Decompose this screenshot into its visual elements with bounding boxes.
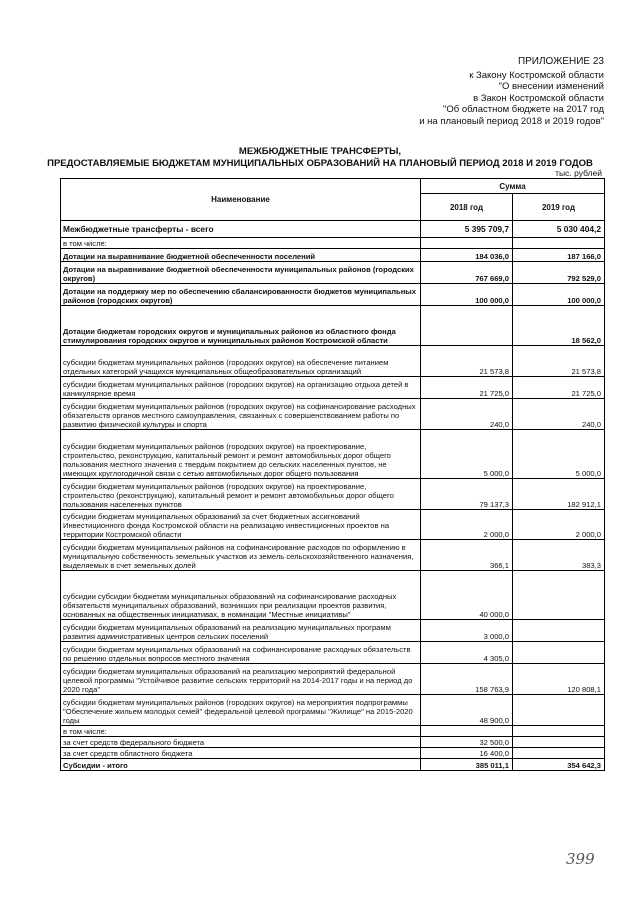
row-value-2019: 21 573,8 bbox=[513, 346, 605, 377]
table-row bbox=[61, 726, 605, 737]
row-value-2018: 4 305,0 bbox=[421, 642, 513, 664]
row-name: за счет средств областного бюджета bbox=[61, 748, 421, 759]
row-value-2018: 184 036,0 bbox=[421, 249, 513, 262]
row-value-2019: 120 808,1 bbox=[513, 664, 605, 695]
row-value-2018: 3 000,0 bbox=[421, 620, 513, 642]
row-value-2019 bbox=[513, 642, 605, 664]
row-value-2019 bbox=[513, 748, 605, 759]
table-row bbox=[61, 620, 605, 642]
table-row bbox=[61, 262, 605, 284]
row-value-2018: 40 000,0 bbox=[421, 571, 513, 620]
row-name: субсидии бюджетам муниципальных образований за счет бюджетных ассигнований Инвестиционного фонда Костромской области на реализацию инвестиционных проектов на территории Костромской области bbox=[61, 510, 421, 540]
row-value-2019: 21 725,0 bbox=[513, 377, 605, 399]
row-value-2018: 385 011,1 bbox=[421, 759, 513, 771]
row-name: субсидии бюджетам муниципальных образований на софинансирование расходных обязательств по решению отдельных вопросов местного значения bbox=[61, 642, 421, 664]
row-value-2018 bbox=[421, 306, 513, 346]
row-name: Дотации на поддержку мер по обеспечению сбалансированности бюджетов муниципальных районов (городских округов) bbox=[61, 284, 421, 306]
row-value-2019: 187 166,0 bbox=[513, 249, 605, 262]
title-line-1: МЕЖБЮДЖЕТНЫЕ ТРАНСФЕРТЫ, bbox=[238, 146, 402, 157]
row-name: субсидии бюджетам муниципальных образований на реализацию мероприятий федеральной целевой программы "Устойчивое развитие сельских территорий на 2014-2017 годы и на период до 2020 года" bbox=[61, 664, 421, 695]
row-value-2019 bbox=[513, 726, 605, 737]
row-value-2018: 21 725,0 bbox=[421, 377, 513, 399]
row-name: Межбюджетные трансферты - всего bbox=[61, 221, 421, 238]
table-row bbox=[61, 221, 605, 238]
appendix-number: ПРИЛОЖЕНИЕ 23 bbox=[517, 56, 604, 67]
row-value-2019 bbox=[513, 620, 605, 642]
transfers-table bbox=[60, 178, 605, 771]
row-name: субсидии бюджетам муниципальных районов (городских округов) на софинансирование расходных обязательств органов местного самоуправления, связанных с совершенствованием работы по развитию физической культуры и спорта bbox=[61, 399, 421, 430]
row-value-2019: 182 912,1 bbox=[513, 479, 605, 510]
row-value-2019: 18 562,0 bbox=[513, 306, 605, 346]
row-name: Дотации на выравнивание бюджетной обеспеченности муниципальных районов (городских округов) bbox=[61, 262, 421, 284]
row-value-2018: 100 000,0 bbox=[421, 284, 513, 306]
table-row bbox=[61, 748, 605, 759]
title-line-2: ПРЕДОСТАВЛЯЕМЫЕ БЮДЖЕТАМ МУНИЦИПАЛЬНЫХ ОБРАЗОВАНИЙ НА ПЛАНОВЫЙ ПЕРИОД 2018 И 2019 ГОДОВ bbox=[47, 158, 593, 169]
row-value-2019: 383,3 bbox=[513, 540, 605, 571]
row-value-2019: 354 642,3 bbox=[513, 759, 605, 771]
row-value-2018: 48 900,0 bbox=[421, 695, 513, 726]
row-value-2018: 158 763,9 bbox=[421, 664, 513, 695]
row-value-2019: 240,0 bbox=[513, 399, 605, 430]
table-row bbox=[61, 430, 605, 479]
row-value-2019 bbox=[513, 695, 605, 726]
table-row bbox=[61, 306, 605, 346]
row-value-2019 bbox=[513, 571, 605, 620]
table-row bbox=[61, 284, 605, 306]
document-title bbox=[0, 146, 640, 170]
row-value-2019 bbox=[513, 238, 605, 249]
row-value-2019: 5 000,0 bbox=[513, 430, 605, 479]
row-name: субсидии субсидии бюджетам муниципальных образований на софинансирование расходных обязательств муниципальных образований, возникших при реализации проектов развития, основанных на общественных инициативах, в номинации "Местные инициативы" bbox=[61, 571, 421, 620]
row-name: Дотации бюджетам городских округов и муниципальных районов из областного фонда стимулирования городских округов и муниципальных районов Костромской области bbox=[61, 306, 421, 346]
table-row bbox=[61, 510, 605, 540]
row-value-2018 bbox=[421, 238, 513, 249]
row-value-2019: 5 030 404,2 bbox=[513, 221, 605, 238]
header-name: Наименование bbox=[61, 179, 421, 221]
appendix-line: к Закону Костромской области bbox=[469, 69, 604, 81]
table-row bbox=[61, 759, 605, 771]
appendix-line: в Закон Костромской области bbox=[473, 92, 604, 104]
row-name: Дотации на выравнивание бюджетной обеспеченности поселений bbox=[61, 249, 421, 262]
row-value-2018: 16 400,0 bbox=[421, 748, 513, 759]
table-row bbox=[61, 571, 605, 620]
row-name: в том числе: bbox=[61, 726, 421, 737]
row-name: субсидии бюджетам муниципальных районов (городских округов) на проектирование, строительство (реконструкцию), капитальный ремонт и ремонт автомобильных дорог общего пользования населенных пунктов bbox=[61, 479, 421, 510]
row-value-2019: 792 529,0 bbox=[513, 262, 605, 284]
header-sum: Сумма bbox=[421, 179, 605, 194]
table-row bbox=[61, 664, 605, 695]
header-year-2018: 2018 год bbox=[421, 194, 513, 221]
row-name: за счет средств федерального бюджета bbox=[61, 737, 421, 748]
row-name: субсидии бюджетам муниципальных образований на реализацию муниципальных программ развития административных центров сельских поселений bbox=[61, 620, 421, 642]
row-value-2018 bbox=[421, 726, 513, 737]
table-row bbox=[61, 399, 605, 430]
row-value-2019: 2 000,0 bbox=[513, 510, 605, 540]
unit-label: тыс. рублей bbox=[555, 168, 602, 178]
table-row bbox=[61, 642, 605, 664]
row-value-2018: 5 395 709,7 bbox=[421, 221, 513, 238]
table-row bbox=[61, 249, 605, 262]
row-value-2018: 366,1 bbox=[421, 540, 513, 571]
row-value-2018: 767 669,0 bbox=[421, 262, 513, 284]
table-row bbox=[61, 377, 605, 399]
table-row bbox=[61, 695, 605, 726]
appendix-header bbox=[419, 56, 604, 127]
table-row bbox=[61, 540, 605, 571]
row-name: субсидии бюджетам муниципальных районов (городских округов) на проектирование, строительство, реконструкцию, капитальный ремонт и ремонт автомобильных дорог общего пользования местного значения с твердым покрытием до сельских населенных пунктов, не имеющих круглогодичной связи с сетью автомобильных дорог общего пользования bbox=[61, 430, 421, 479]
header-year-2019: 2019 год bbox=[513, 194, 605, 221]
row-name: Субсидии - итого bbox=[61, 759, 421, 771]
row-name: субсидии бюджетам муниципальных районов на софинансирование расходов по оформлению в муниципальную собственность земельных участков из земель сельскохозяйственного назначения, выделяемых в счет земельных долей bbox=[61, 540, 421, 571]
row-value-2018: 79 137,3 bbox=[421, 479, 513, 510]
row-name: субсидии бюджетам муниципальных районов (городских округов) на мероприятия подпрограммы "Обеспечение жильем молодых семей" федеральной целевой программы "Жилище" на 2015-2020 годы bbox=[61, 695, 421, 726]
row-value-2018: 2 000,0 bbox=[421, 510, 513, 540]
table-row bbox=[61, 479, 605, 510]
row-name: в том числе: bbox=[61, 238, 421, 249]
table-row bbox=[61, 737, 605, 748]
row-value-2018: 240,0 bbox=[421, 399, 513, 430]
appendix-line: и на плановый период 2018 и 2019 годов" bbox=[419, 115, 604, 127]
page-number-handwritten: 399 bbox=[566, 850, 595, 868]
row-value-2018: 32 500,0 bbox=[421, 737, 513, 748]
table-row bbox=[61, 238, 605, 249]
row-name: субсидии бюджетам муниципальных районов (городских округов) на организацию отдыха детей в каникулярное время bbox=[61, 377, 421, 399]
table-row bbox=[61, 346, 605, 377]
appendix-line: "О внесении изменений bbox=[498, 81, 604, 92]
row-value-2019: 100 000,0 bbox=[513, 284, 605, 306]
row-value-2019 bbox=[513, 737, 605, 748]
row-value-2018: 5 000,0 bbox=[421, 430, 513, 479]
row-name: субсидии бюджетам муниципальных районов (городских округов) на обеспечение питанием отдельных категорий учащихся муниципальных общеобразовательных организаций bbox=[61, 346, 421, 377]
appendix-line: "Об областном бюджете на 2017 год bbox=[443, 104, 604, 115]
row-value-2018: 21 573,8 bbox=[421, 346, 513, 377]
